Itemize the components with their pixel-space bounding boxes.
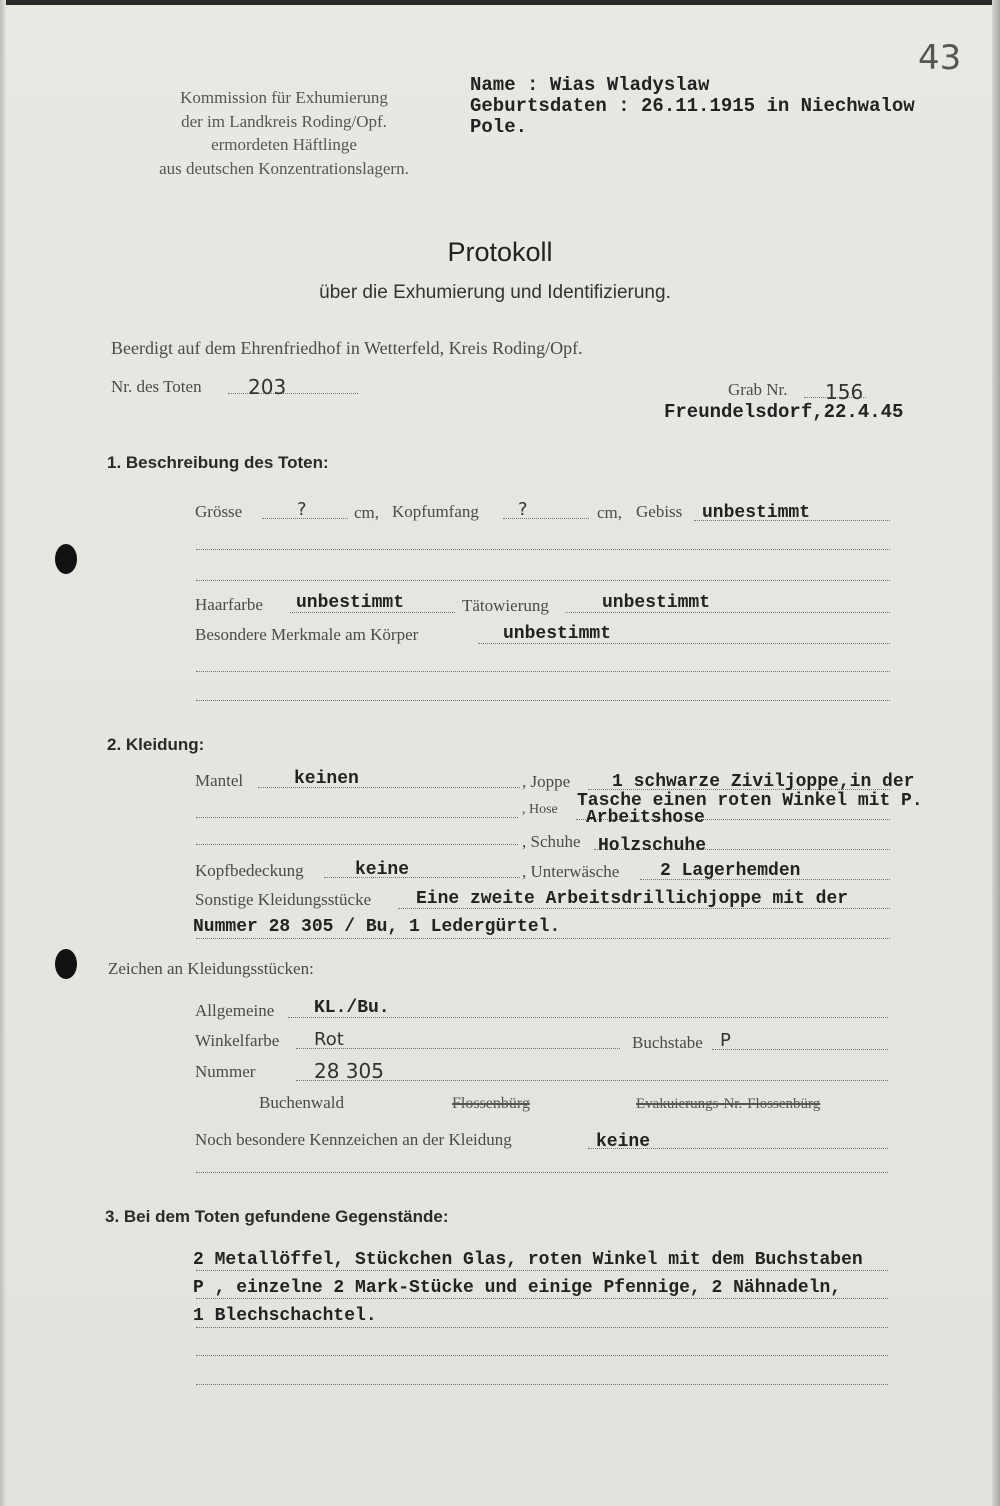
head-line (503, 518, 589, 519)
letter-line (712, 1049, 888, 1050)
person-name: Name : Wias Wladyslaw (470, 74, 710, 96)
winkel-color-line (296, 1048, 620, 1049)
items-line-5 (196, 1384, 888, 1385)
blank-line-1 (196, 549, 890, 550)
items-text-2: P , einzelne 2 Mark-Stücke und einige Pfennige, 2 Nähnadeln, (193, 1278, 842, 1298)
page-subtitle: über die Exhumierung und Identifizierung. (319, 282, 671, 303)
coat-value: keinen (294, 769, 359, 789)
jacket-value-1: 1 schwarze Ziviljoppe,in der (612, 772, 915, 792)
other-clothing-value-2: Nummer 28 305 / Bu, 1 Ledergürtel. (193, 917, 561, 937)
camp-label: Buchenwald (259, 1093, 344, 1112)
document-number: 43 (918, 38, 962, 78)
shoes-blank-line (196, 844, 518, 845)
struck-camp-2: Evakuierungs-Nr.-Flossenbürg (636, 1096, 821, 1112)
tattoo-label: Tätowierung (462, 596, 549, 615)
trousers-label: , Hose (522, 802, 558, 817)
page-title: Protokoll (447, 237, 553, 267)
headwear-label: Kopfbedeckung (195, 861, 304, 880)
right-edge (992, 0, 1000, 1506)
other-clothing-label: Sonstige Kleidungsstücke (195, 890, 372, 909)
coat-label: Mantel (195, 771, 244, 790)
dead-no-value: 203 (248, 375, 287, 399)
underwear-value: 2 Lagerhemden (660, 861, 801, 881)
hair-label: Haarfarbe (195, 595, 263, 614)
teeth-label: Gebiss (636, 502, 683, 521)
other-marks-value: keine (596, 1132, 651, 1152)
dead-no-label: Nr. des Toten (111, 377, 202, 396)
letter-value: P (720, 1030, 731, 1051)
burial-place: Beerdigt auf dem Ehrenfriedhof in Wetterfeld, Kreis Roding/Opf. (111, 338, 583, 358)
top-edge (0, 0, 1000, 5)
blank-line-4 (196, 700, 890, 701)
marks-label: Besondere Merkmale am Körper (195, 625, 419, 644)
items-line-4 (196, 1355, 888, 1356)
headwear-line (324, 877, 520, 878)
shoes-value: Holzschuhe (598, 836, 707, 856)
cm-unit-2: cm, (597, 503, 623, 522)
cm-unit-1: cm, (354, 503, 380, 522)
number-line (296, 1080, 888, 1081)
punch-hole-bottom (55, 949, 77, 979)
person-birth: Geburtsdaten : 26.11.1915 in Niechwalow (470, 95, 915, 117)
items-line-1 (196, 1270, 888, 1271)
section3-heading: 3. Bei dem Toten gefundene Gegenstände: (105, 1207, 449, 1226)
tattoo-value: unbestimmt (602, 593, 711, 613)
items-text-1: 2 Metallöffel, Stückchen Glas, roten Winkel mit dem Buchstaben (193, 1250, 863, 1270)
headwear-value: keine (355, 860, 410, 880)
punch-hole-top (55, 544, 77, 574)
head-label: Kopfumfang (392, 502, 479, 521)
height-value: ? (297, 499, 307, 520)
commission-line-1: Kommission für Exhumierung (180, 88, 388, 107)
items-text-3: 1 Blechschachtel. (193, 1306, 377, 1326)
location-date: Freundelsdorf,22.4.45 (664, 401, 904, 423)
shoes-label: , Schuhe (522, 832, 581, 851)
height-label: Grösse (195, 502, 243, 521)
general-value: KL./Bu. (314, 998, 390, 1018)
hair-value: unbestimmt (296, 593, 405, 613)
section1-heading: 1. Beschreibung des Toten: (107, 453, 329, 472)
other-clothing-line-2 (196, 938, 890, 939)
number-label: Nummer (195, 1062, 256, 1081)
teeth-value: unbestimmt (702, 503, 811, 523)
other-marks-label: Noch besondere Kennzeichen an der Kleidung (195, 1130, 512, 1149)
grave-no-value: 156 (825, 380, 864, 404)
commission-line-4: aus deutschen Konzentrationslagern. (159, 158, 409, 178)
grave-no-label: Grab Nr. (728, 380, 788, 399)
blank-line-5 (196, 1172, 888, 1173)
commission-header (134, 86, 434, 180)
person-header (470, 75, 915, 138)
left-edge (0, 0, 6, 1506)
blank-line-2 (196, 580, 890, 581)
winkel-color-value: Rot (314, 1029, 344, 1050)
other-clothing-value-1: Eine zweite Arbeitsdrillichjoppe mit der (416, 889, 849, 909)
items-line-2 (196, 1298, 888, 1299)
commission-line-3: ermordeten Häftlinge (211, 135, 357, 154)
general-label: Allgemeine (195, 1001, 275, 1020)
jacket-label: , Joppe (522, 772, 571, 791)
struck-camp-1: Flossenbürg (452, 1095, 530, 1112)
items-line-3 (196, 1327, 888, 1328)
person-nationality: Pole. (470, 116, 528, 138)
number-value: 28 305 (314, 1059, 384, 1083)
commission-line-2: der im Landkreis Roding/Opf. (181, 111, 387, 131)
marks-heading: Zeichen an Kleidungsstücken: (108, 959, 314, 978)
marks-value: unbestimmt (503, 624, 612, 644)
trousers-blank-line (196, 817, 518, 818)
jacket-value-2: Tasche einen roten Winkel mit P. (577, 791, 923, 811)
trousers-value: Arbeitshose (586, 808, 705, 828)
section2-heading: 2. Kleidung: (107, 735, 205, 754)
letter-label: Buchstabe (632, 1033, 703, 1052)
head-value: ? (518, 499, 528, 520)
winkel-color-label: Winkelfarbe (195, 1031, 280, 1050)
underwear-label: , Unterwäsche (522, 862, 620, 881)
blank-line-3 (196, 671, 890, 672)
